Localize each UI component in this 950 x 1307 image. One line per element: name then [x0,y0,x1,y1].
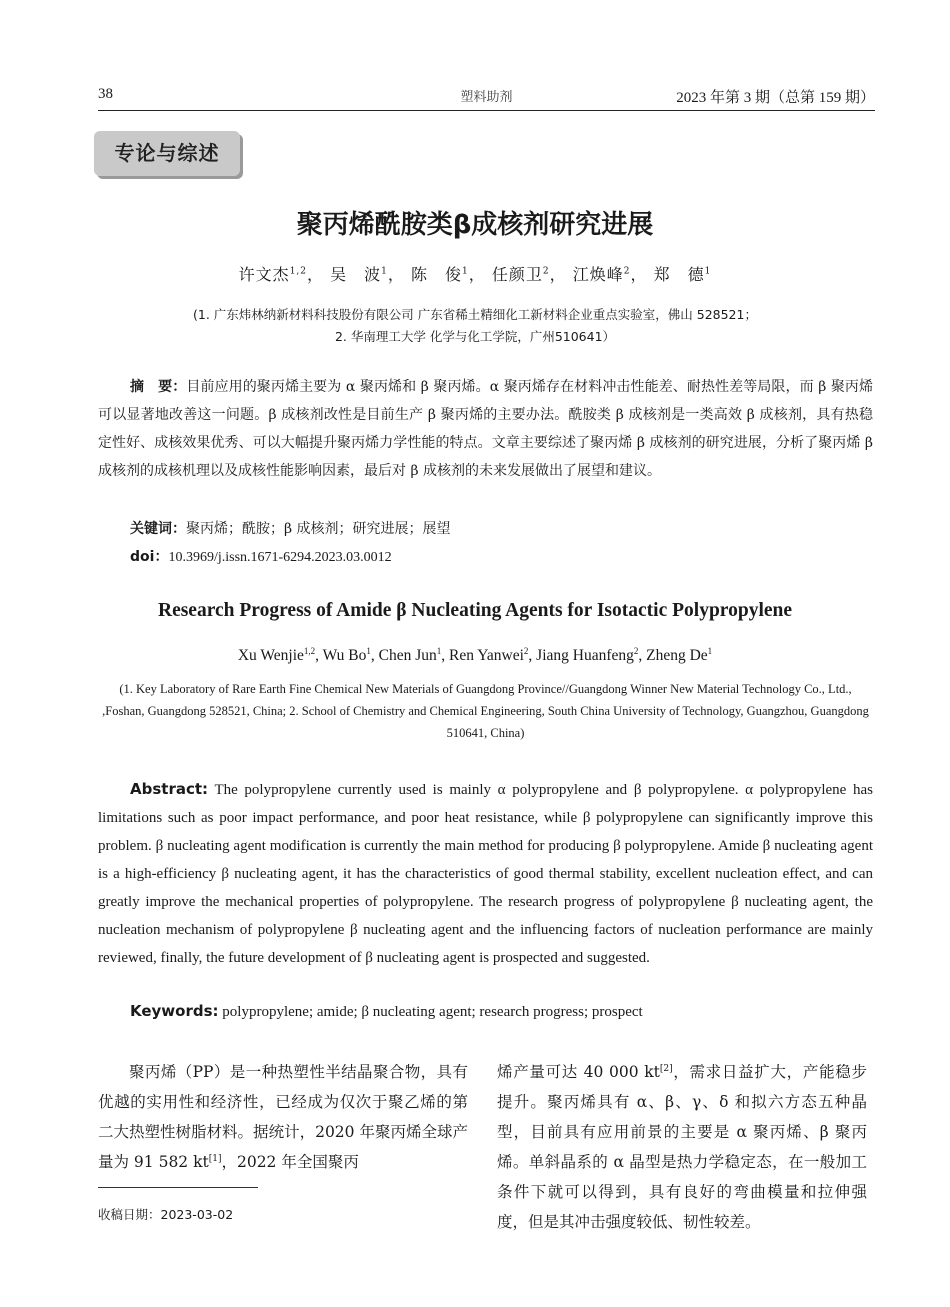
citation-ref[interactable]: [1] [208,1153,222,1164]
authors-zh [0,262,950,285]
affiliations-zh [90,304,860,348]
footnote-rule [98,1187,258,1188]
abstract-en-text: The polypropylene currently used is mainly α polypropylene and β polypropylene. α polypropylene has limitations such as poor impact performance, and poor heat resistance, while β polypropylene can significantly improve this problem. β nucleating agent modification is currently the main method for producing β polypropylene. Amide β nucleating agent is a high-efficiency β nucleating agent, it has the characteristics of good thermal stability, excellent nucleation effect, and can greatly improve the mechanical properties of polypropylene. The research progress of polypropylene β nucleating agent, the nucleation mechanism of polypropylene β nucleating agent and the influencing factors of nucleation performance are mainly reviewed, finally, the future development of β nucleating agent is prospected and suggested. [98,782,873,966]
keywords-zh-label: 关键词： [130,521,186,537]
authors-en [0,647,950,665]
author-zh: 任颜卫$^2$， [491,265,567,284]
doi-label: doi： [130,549,169,565]
doi-link[interactable]: 10.3969/j.issn.1671-6294.2023.03.0012 [168,550,392,565]
abstract-zh-label: 摘 要： [130,379,187,395]
keywords-en [130,999,643,1024]
author-en: Ren Yanwei$^2$, [448,645,537,664]
keywords-zh [130,517,451,541]
author-zh: 郑 德$^1$ [653,265,712,284]
abstract-en [98,775,873,972]
running-header [98,86,875,108]
received-date: 收稿日期：2023-03-02 [98,1207,234,1222]
citation-ref[interactable]: [2] [659,1063,673,1074]
body-column-left: 聚丙烯（PP）是一种热塑性半结晶聚合物，具有优越的实用性和经济性，已经成为仅次于聚乙烯的第二大热塑性树脂材料。据统计，2020 年聚丙烯全球产量为 91 582 kt[1]，2022 年全国聚丙 [98,1063,468,1171]
affiliations-en: (1. Key Laboratory of Rare Earth Fine Chemical New Materials of Guangdong Province//Guangdong Winner New Material Technology Co., Ltd., ,Foshan, Guangdong 528521, China; 2. School of Chemistry and Chemical Engineering, South China University of Technology, Guangzhou, Guangdong 510641, China) [102,682,869,740]
header-rule [98,110,875,111]
abstract-zh-text: 目前应用的聚丙烯主要为 α 聚丙烯和 β 聚丙烯。α 聚丙烯存在材料冲击性能差、耐热性差等局限，而 β 聚丙烯可以显著地改善这一问题。β 成核剂改性是目前生产 β 聚丙烯的主要办法。酰胺类 β 成核剂是一类高效 β 成核剂，具有热稳定性好、成核效果优秀、可以大幅提升聚丙烯力学性能的特点。文章主要综述了聚丙烯 β 成核剂的研究进展，分析了聚丙烯 β 成核剂的成核机理以及成核性能影响因素，最后对 β 成核剂的未来发展做出了展望和建议。 [98,379,874,479]
author-en: Zheng De$^1$ [646,645,713,664]
author-zh: 吴 波$^1$， [330,265,405,284]
author-zh: 陈 俊$^1$， [410,265,486,284]
journal-name: 塑料助剂 [460,90,513,105]
doi [130,545,392,570]
affiliation-line: 2. 华南理工大学 化学与化工学院，广州510641） [334,329,616,344]
author-en: Wu Bo$^1$, [322,645,379,664]
title-en: Research Progress of Amide β Nucleating Agents for Isotactic Polypropylene [157,600,793,621]
abstract-en-label: Abstract: [130,780,209,798]
title-zh: 聚丙烯酰胺类β成核剂研究进展 [296,210,654,240]
keywords-en-label: Keywords: [130,1002,219,1020]
abstract-zh [98,373,873,485]
issue-info: 2023 年第 3 期（总第 159 期） [676,90,875,106]
page-number: 38 [98,86,113,102]
author-en: Jiang Huanfeng$^2$, [536,645,647,664]
keywords-zh-text: 聚丙烯；酰胺；β 成核剂；研究进展；展望 [186,521,451,537]
affiliation-line: (1. 广东炜林纳新材料科技股份有限公司 广东省稀土精细化工新材料企业重点实验室，佛山 528521； [193,307,757,322]
author-en: Xu Wenjie$^{1,2}$, [237,645,323,664]
author-en: Chen Jun$^1$, [378,645,449,664]
keywords-en-text: polypropylene; amide; β nucleating agent; research progress; prospect [222,1004,643,1020]
author-zh: 江焕峰$^2$， [572,265,648,284]
section-tag: 专论与综述 [94,131,240,176]
author-zh: 许文杰$^{1,2}$， [238,265,325,284]
body-column-right: 烯产量可达 40 000 kt[2]，需求日益扩大，产能稳步提升。聚丙烯具有 α、β、γ、δ 和拟六方态五种晶型，目前具有应用前景的主要是 α 聚丙烯、β 聚丙烯。单斜晶系的 α 晶型是热力学稳定态，在一般加工条件下就可以得到，具有良好的弯曲模量和拉伸强度，但是其冲击强度较低、韧性较差。 [497,1063,867,1231]
